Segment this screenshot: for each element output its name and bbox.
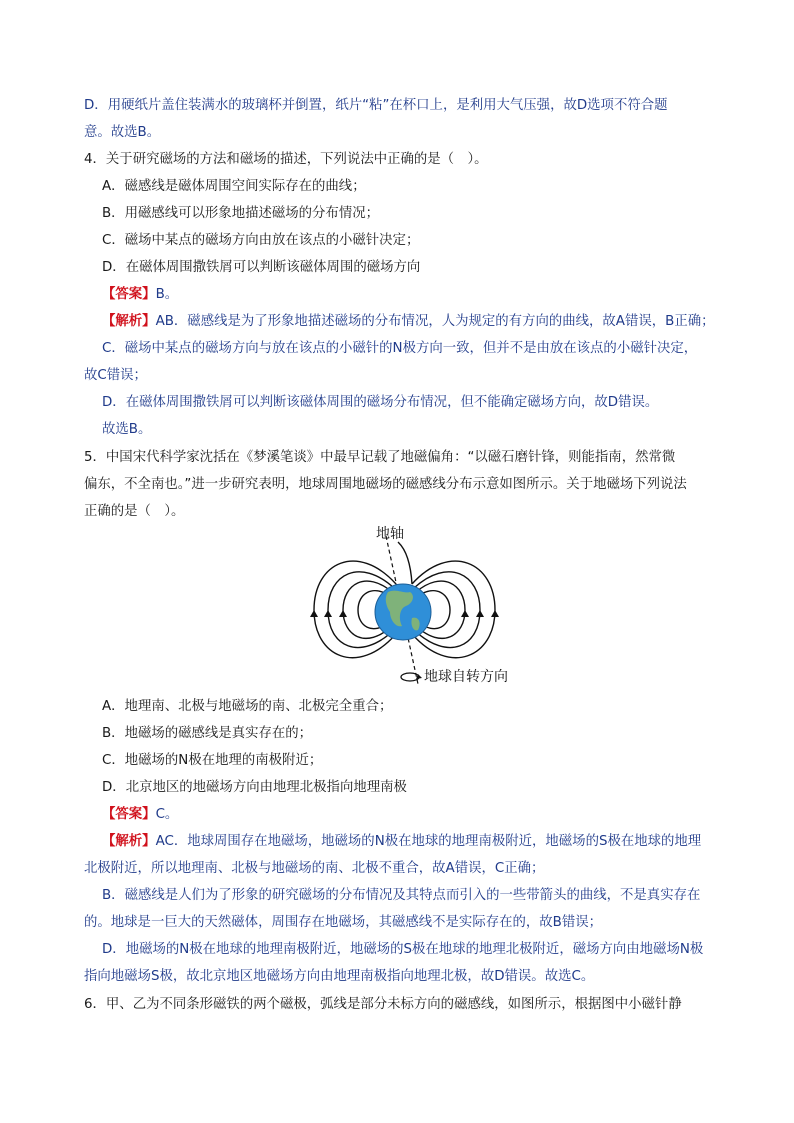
analysis-text: D．地磁场的N极在地球的地理南极附近，地磁场的S极在地球的地理北极附近，磁场方向由地磁场N极 <box>102 942 704 957</box>
text-line: D．用硬纸片盖住装满水的玻璃杯并倒置，纸片“粘”在杯口上，是利用大气压强，故D选项不符合题 <box>84 98 668 113</box>
analysis-label: 【解析】 <box>102 314 156 329</box>
analysis-text: 故C错误； <box>84 368 147 383</box>
option-d: D．北京地区的地磁场方向由地理北极指向地理南极 <box>102 780 407 795</box>
analysis-text: C．磁场中某点的磁场方向与放在该点的小磁针的N极方向一致，但并不是由放在该点的小磁针决定， <box>102 341 698 356</box>
answer-label: 【答案】 <box>102 287 156 302</box>
analysis-text: AC．地球周围存在地磁场，地磁场的N极在地球的地理南极附近，地磁场的S极在地球的地理 <box>155 834 702 849</box>
analysis-line <box>102 832 701 852</box>
option-c: C．地磁场的N极在地理的南极附近； <box>102 753 323 768</box>
magnetic-field-diagram <box>300 522 530 692</box>
question-5: 5．中国宋代科学家沈括在《梦溪笔谈》中最早记载了地磁偏角：“以磁石磨针锋，则能指南，然常微 <box>84 450 676 465</box>
option-b: B．地磁场的磁感线是真实存在的； <box>102 726 313 741</box>
axis-label: 地轴 <box>376 526 404 542</box>
earth-magnetic-field-figure <box>300 522 530 692</box>
answer-value: C。 <box>155 807 179 822</box>
option-b: B．用磁感线可以形象地描述磁场的分布情况； <box>102 206 379 221</box>
question-5-cont: 偏东，不全南也。”进一步研究表明，地球周围地磁场的磁感线分布示意如图所示。关于地磁场下列说法 <box>84 477 687 492</box>
rotation-arrow-icon <box>401 673 419 681</box>
answer-line <box>102 805 178 825</box>
analysis-text: AB．磁感线是为了形象地描述磁场的分布情况，人为规定的有方向的曲线，故A错误，B正确； <box>155 314 715 329</box>
question-6: 6．甲、乙为不同条形磁铁的两个磁极，弧线是部分未标方向的磁感线，如图所示，根据图中小磁针静 <box>84 997 682 1012</box>
option-a: A．磁感线是磁体周围空间实际存在的曲线； <box>102 179 366 194</box>
analysis-label: 【解析】 <box>102 834 156 849</box>
analysis-text: B．磁感线是人们为了形象的研究磁场的分布情况及其特点而引入的一些带箭头的曲线，不是真实存在 <box>102 888 701 903</box>
question-4: 4．关于研究磁场的方法和磁场的描述，下列说法中正确的是（ ）。 <box>84 152 488 167</box>
analysis-text: D．在磁体周围撒铁屑可以判断该磁体周围的磁场分布情况，但不能确定磁场方向，故D错误。 <box>102 395 659 410</box>
analysis-text: 故选B。 <box>102 422 152 437</box>
question-5-cont: 正确的是（ ）。 <box>84 504 185 519</box>
option-c: C．磁场中某点的磁场方向由放在该点的小磁针决定； <box>102 233 420 248</box>
answer-label: 【答案】 <box>102 807 156 822</box>
analysis-line <box>102 312 715 332</box>
analysis-text: 指向地磁场S极，故北京地区地磁场方向由地理南极指向地理北极，故D错误。故选C。 <box>84 969 595 984</box>
rotation-label: 地球自转方向 <box>424 669 508 685</box>
option-d: D．在磁体周围撒铁屑可以判断该磁体周围的磁场方向 <box>102 260 421 275</box>
option-a: A．地理南、北极与地磁场的南、北极完全重合； <box>102 699 393 714</box>
text-line: 意。故选B。 <box>84 125 161 140</box>
analysis-text: 的。地球是一巨大的天然磁体，周围存在地磁场，其磁感线不是实际存在的，故B错误； <box>84 915 603 930</box>
answer-line <box>102 285 178 305</box>
analysis-text: 北极附近，所以地理南、北极与地磁场的南、北极不重合，故A错误，C正确； <box>84 861 545 876</box>
answer-value: B。 <box>155 287 179 302</box>
